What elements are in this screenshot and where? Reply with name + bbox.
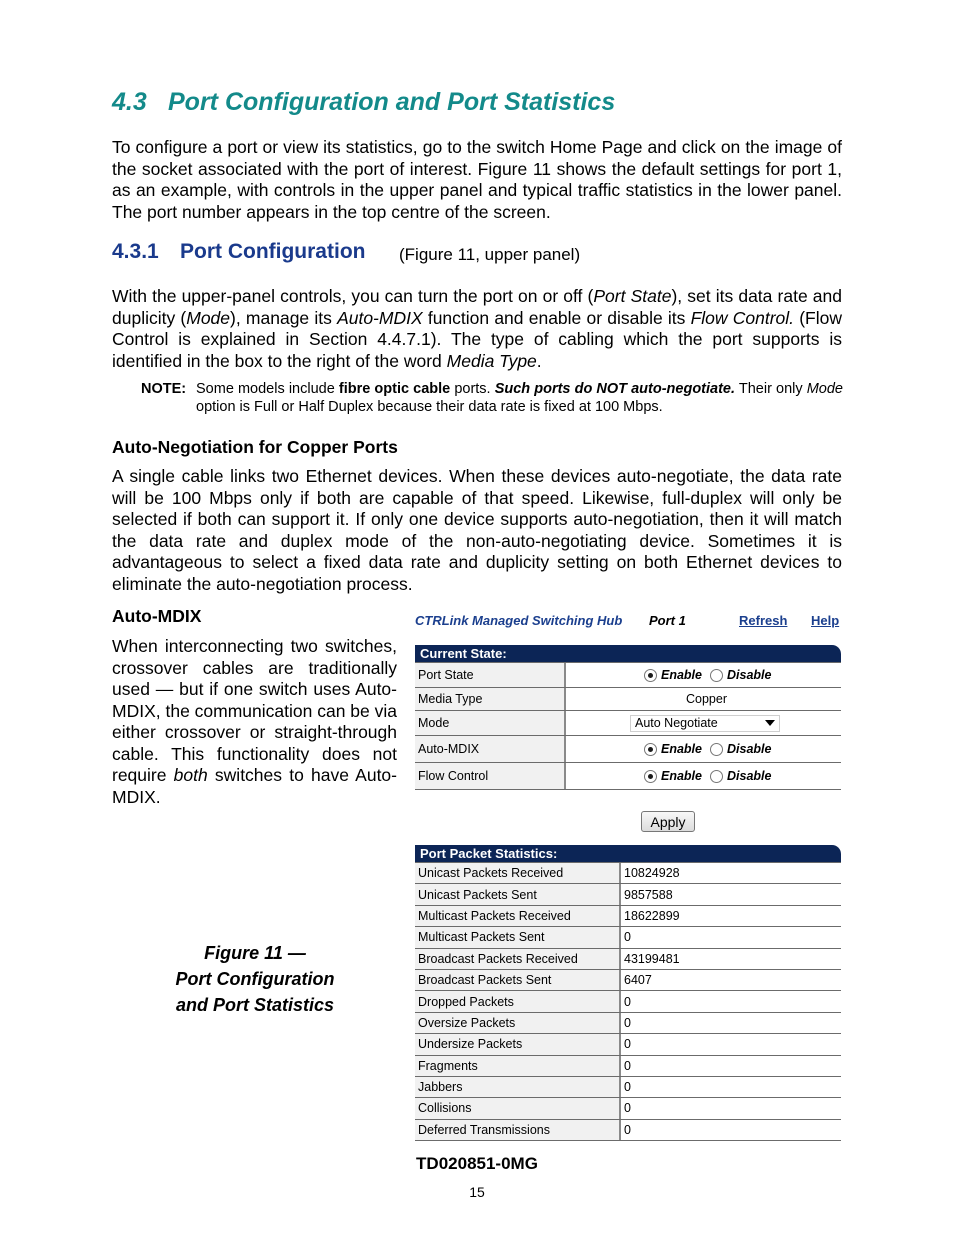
statistics-table [415, 862, 841, 1141]
radio-unselected-icon [710, 669, 723, 682]
stats-value: 0 [624, 1015, 631, 1030]
stats-value: 0 [624, 1122, 631, 1137]
port-statistics-header: Port Packet Statistics: [415, 845, 841, 862]
port-statistics-panel [415, 845, 841, 1141]
mode-select[interactable]: Auto Negotiate [630, 715, 780, 732]
stats-label: Broadcast Packets Received [415, 949, 621, 969]
stats-value: 0 [624, 994, 631, 1009]
stats-value: 18622899 [624, 908, 680, 923]
refresh-link[interactable]: Refresh [739, 613, 788, 628]
stats-row [415, 927, 841, 948]
stats-label: Deferred Transmissions [415, 1120, 621, 1140]
stats-value: 0 [624, 1058, 631, 1073]
stats-label: Jabbers [415, 1077, 621, 1097]
subsection-number: 4.3.1 [112, 240, 159, 263]
section-number: 4.3 [112, 88, 147, 116]
radio-selected-icon [644, 743, 657, 756]
media-type-value: Copper [686, 692, 727, 706]
media-type-row [415, 688, 841, 711]
stats-value: 0 [624, 1037, 631, 1052]
intro-paragraph: To configure a port or view its statistics, go to the switch Home Page and click on the image of the socket associated with the port of interest. Figure 11 shows the default settings for port 1, as an example, with controls in the upper panel and typical traffic statistics in the lower panel. The port number appears in the top centre of the screen. [112, 137, 842, 222]
stats-value: 9857588 [624, 887, 673, 902]
apply-button[interactable]: Apply [641, 811, 695, 832]
section-title: Port Configuration and Port Statistics [168, 88, 616, 116]
radio-selected-icon [644, 770, 657, 783]
stats-value: 0 [624, 930, 631, 945]
stats-row [415, 906, 841, 927]
auto-mdix-enable-radio[interactable]: Enable [644, 742, 702, 756]
section-heading [112, 88, 615, 117]
stats-label: Multicast Packets Sent [415, 927, 621, 947]
config-paragraph: With the upper-panel controls, you can turn the port on or off (Port State), set its data rate and duplicity (Mode), manage its Auto-MDIX function and enable or disable its Flow Control. (Flow Control is explained in Section 4.4.7.1). The type of cabling which the port supports is identified in the box to the right of the word Media Type. [112, 286, 842, 371]
stats-row [415, 1013, 841, 1034]
stats-label: Fragments [415, 1056, 621, 1076]
radio-unselected-icon [710, 770, 723, 783]
stats-label: Unicast Packets Received [415, 863, 621, 883]
stats-value: 6407 [624, 973, 652, 988]
stats-label: Multicast Packets Received [415, 906, 621, 926]
stats-label: Dropped Packets [415, 991, 621, 1011]
radio-selected-icon [644, 669, 657, 682]
stats-label: Broadcast Packets Sent [415, 970, 621, 990]
auto-mdix-row [415, 736, 841, 763]
subsection-reference: (Figure 11, upper panel) [399, 245, 581, 264]
subsection-title: Port Configuration [180, 240, 366, 263]
stats-row [415, 863, 841, 884]
autoneg-paragraph: A single cable links two Ethernet devices. When these devices auto-negotiate, the data rate will be 100 Mbps only if both are capable of that speed. Likewise, full-duplex will only be selected if both can support it. If only one device supports auto-negotiation, then it will match the data rate and duplex mode of the non-auto-negotiating device. Sometimes it is advantageous to select a fixed data rate and duplicity setting on both Ethernet devices to eliminate the auto-negotiation process. [112, 466, 842, 594]
note-text: Some models include fibre optic cable ports. Such ports do NOT auto-negotiate. Their only Mode option is Full or Half Duplex because their data rate is fixed at 100 Mbps. [196, 381, 843, 415]
stats-label: Undersize Packets [415, 1034, 621, 1054]
flow-control-row [415, 763, 841, 790]
port-state-enable-radio[interactable]: Enable [644, 668, 702, 682]
port-state-disable-radio[interactable]: Disable [710, 668, 771, 682]
auto-mdix-label: Auto-MDIX [415, 736, 566, 762]
mode-label: Mode [415, 711, 566, 735]
figure-caption: Figure 11 — Port Configuration and Port Statistics [175, 943, 335, 1015]
stats-row [415, 884, 841, 905]
current-state-panel [415, 645, 841, 790]
auto-mdix-disable-radio[interactable]: Disable [710, 742, 771, 756]
help-link[interactable]: Help [811, 613, 840, 628]
document-id: TD020851-0MG [416, 1154, 538, 1173]
stats-value: 0 [624, 1080, 631, 1095]
port-state-row [415, 663, 841, 688]
current-state-header: Current State: [415, 645, 841, 662]
stats-row [415, 1034, 841, 1055]
chevron-down-icon [765, 720, 775, 726]
app-title: CTRLink Managed Switching Hub [415, 613, 623, 628]
stats-row [415, 991, 841, 1012]
stats-value: 10824928 [624, 866, 680, 881]
flow-control-enable-radio[interactable]: Enable [644, 769, 702, 783]
automdix-heading: Auto-MDIX [112, 606, 202, 626]
stats-label: Collisions [415, 1098, 621, 1118]
note-label: NOTE: [141, 381, 187, 397]
port-state-label: Port State [415, 663, 566, 687]
stats-row [415, 1056, 841, 1077]
flow-control-disable-radio[interactable]: Disable [710, 769, 771, 783]
subsection-heading [112, 240, 365, 264]
automdix-paragraph: When interconnecting two switches, crossover cables are traditionally used — but if one switch uses Auto-MDIX, the communication can be via either crossover or straight-through cable. This functionality does not require both switches to have Auto-MDIX. [112, 636, 397, 807]
stats-value: 0 [624, 1101, 631, 1116]
autoneg-heading: Auto-Negotiation for Copper Ports [112, 437, 398, 457]
mode-row [415, 711, 841, 736]
stats-row [415, 1098, 841, 1119]
stats-label: Oversize Packets [415, 1013, 621, 1033]
port-label: Port 1 [649, 613, 686, 628]
figure-title-bar [415, 611, 841, 631]
stats-label: Unicast Packets Sent [415, 884, 621, 904]
media-type-label: Media Type [415, 688, 566, 710]
stats-value: 43199481 [624, 951, 680, 966]
page-number: 15 [469, 1184, 485, 1200]
stats-row [415, 970, 841, 991]
stats-row [415, 1077, 841, 1098]
radio-unselected-icon [710, 743, 723, 756]
flow-control-label: Flow Control [415, 763, 566, 789]
stats-row [415, 949, 841, 970]
stats-row [415, 1120, 841, 1141]
note-block [141, 380, 843, 416]
